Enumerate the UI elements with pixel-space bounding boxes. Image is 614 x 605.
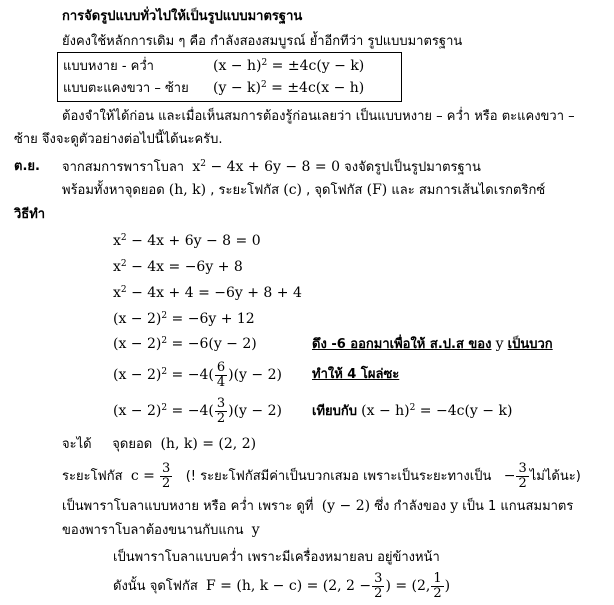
axis-line — [62, 521, 260, 540]
step-3-exp: 2 — [120, 285, 127, 295]
type-y: y — [450, 498, 459, 514]
type-text-d: แกนสมมาตร — [500, 499, 574, 514]
example-q1-tail: จงจัดรูปเป็นรูปมาตรฐาน — [344, 160, 481, 175]
step-6-note: ทำให้ 4 โผล่ซะ — [312, 367, 400, 382]
step-6-tail: )(y − 2) — [228, 367, 282, 383]
step-7-exp: 2 — [161, 403, 168, 413]
step-6 — [113, 357, 282, 393]
step-7 — [113, 393, 282, 429]
result-label: จะได้ — [62, 437, 92, 452]
type-one: 1 — [488, 499, 497, 514]
step-2 — [113, 258, 243, 276]
c-note-fraction — [516, 462, 528, 491]
step-7-cmp-base: (x − h) — [361, 403, 410, 419]
q2-a: พร้อมทั้งหาจุดยอด — [62, 183, 165, 198]
box-row2-formula-base: (y − k) — [213, 80, 261, 96]
box-row2-label: แบบตะแคงขวา – ซ้าย — [63, 81, 189, 96]
step-2-base: x — [113, 259, 121, 275]
vertex-equation: (h, k) = (2, 2) — [160, 436, 257, 452]
step-7-fraction — [215, 397, 227, 426]
example-label: ต.ย. — [14, 159, 40, 174]
focus-result — [113, 568, 450, 605]
c-note-denominator: 2 — [518, 476, 527, 491]
c-equation: c = — [130, 468, 155, 484]
q2-hk: (h, k) — [168, 182, 207, 198]
parabola-type-line — [62, 497, 573, 516]
step-7-note-text: เทียบกับ — [312, 404, 358, 419]
type-text-c: เป็น — [462, 499, 484, 514]
box-row1-formula — [213, 57, 364, 75]
step-3-rest: − 4x + 4 = −6y + 8 + 4 — [126, 285, 302, 301]
step-7-tail: )(y − 2) — [228, 403, 282, 419]
step-4-exp: 2 — [161, 311, 168, 321]
c-note-minus: − — [503, 468, 516, 484]
step-4 — [113, 310, 255, 328]
step-5-exp: 2 — [161, 336, 168, 346]
step-3-base: x — [113, 285, 121, 301]
step-7-base: (x − 2) — [113, 403, 162, 419]
example-question-2 — [62, 181, 545, 200]
c-note-tail: ไม่ได้นะ) — [529, 469, 581, 484]
step-5-note-tail: เป็นบวก — [507, 337, 553, 352]
vertex-label: จุดยอด — [112, 437, 153, 452]
step-6-base: (x − 2) — [113, 367, 162, 383]
c-note-numerator: 3 — [518, 461, 527, 476]
step-6-exp: 2 — [161, 367, 168, 377]
focus-eq-a: F = (h, k − c) = (2, 2 − — [206, 578, 372, 594]
q2-c: (c) — [283, 182, 302, 198]
q2-b: , ระยะโฟกัส — [210, 183, 280, 198]
step-6-denominator: 4 — [216, 374, 226, 390]
step-7-mid: = −4( — [167, 403, 214, 419]
focus-numerator-1: 3 — [374, 570, 383, 586]
step-2-exp: 2 — [120, 259, 127, 269]
box-row1-label: แบบหงาย - คว่ำ — [63, 59, 154, 74]
example-q1-eq-rest: − 4x + 6y − 8 = 0 — [206, 159, 340, 175]
box-row2-formula-rhs: = ±4c(x − h) — [266, 80, 365, 96]
type-expression: (y − 2) — [321, 498, 371, 514]
example-q1-exp: 2 — [200, 159, 207, 169]
step-5-rest: = −6(y − 2) — [167, 336, 257, 352]
downward-line: เป็นพาราโบลาแบบคว่ำ เพราะมีเครื่องหมายลบ อยู่ข้างหน้า — [113, 550, 440, 565]
c-denominator: 2 — [162, 476, 171, 491]
step-7-cmp-exp: 2 — [409, 403, 416, 413]
box-row1-formula-rhs: = ±4c(y − k) — [267, 58, 365, 74]
step-3 — [113, 284, 302, 302]
intro-text: ยังคงใช้หลักการเดิม ๆ คือ กำลังสองสมบูรณ์ ย้ำอีกทีว่า รูปแบบมาตรฐาน — [62, 34, 463, 49]
step-7-numerator: 3 — [216, 395, 226, 411]
step-6-numerator: 6 — [216, 359, 226, 375]
focus-numerator-2: 1 — [433, 570, 442, 586]
focus-eq-c: ) — [444, 578, 451, 594]
step-4-base: (x − 2) — [113, 311, 162, 327]
axis-y: y — [251, 522, 260, 538]
box-row1-formula-base: (x − h) — [213, 58, 262, 74]
step-2-rest: − 4x = −6y + 8 — [126, 259, 243, 275]
step-5-base: (x − 2) — [113, 336, 162, 352]
note-line-2: ซ้าย จึงจะดูตัวอย่างต่อไปนี้ได้นะครับ. — [14, 132, 223, 147]
step-1-base: x — [113, 233, 121, 249]
c-note: (! ระยะโฟกัสมีค่าเป็นบวกเสมอ เพราะเป็นระยะทางเป็น — [185, 469, 492, 484]
step-6-fraction — [215, 361, 227, 390]
focal-distance-result — [62, 458, 581, 495]
step-1-rest: − 4x + 6y − 8 = 0 — [126, 233, 261, 249]
step-1 — [113, 232, 261, 250]
c-numerator: 3 — [162, 461, 171, 476]
step-6-mid: = −4( — [167, 367, 214, 383]
example-q1-text: จากสมการพาราโบลา — [62, 160, 185, 175]
box-row2-exp: 2 — [260, 80, 267, 90]
vertex-result — [62, 435, 256, 454]
step-5-note-y: y — [495, 336, 504, 352]
box-row1-exp: 2 — [261, 58, 268, 68]
step-7-denominator: 2 — [216, 410, 226, 426]
step-5 — [113, 335, 257, 353]
page-heading: การจัดรูปแบบทั่วไปให้เป็นรูปแบบมาตรฐาน — [62, 9, 303, 24]
focus-fraction-1 — [372, 572, 384, 601]
focus-fraction-2 — [431, 572, 443, 601]
solution-label: วิธีทำ — [14, 207, 46, 222]
c-label: ระยะโฟกัส — [62, 469, 123, 484]
step-1-exp: 2 — [120, 233, 127, 243]
focus-denominator-1: 2 — [374, 585, 383, 601]
focus-label: ดังนั้น จุดโฟกัส — [113, 579, 198, 594]
step-7-note — [312, 402, 512, 421]
example-q1-eq-base: x — [192, 159, 201, 175]
step-7-cmp-rest: = −4c(y − k) — [415, 403, 513, 419]
note-line-1: ต้องจำให้ได้ก่อน และเมื่อเห็นสมการต้องรู้ก่อนเลยว่า เป็นแบบหงาย – คว่ำ หรือ ตะแคงขวา – — [62, 109, 575, 124]
c-fraction — [160, 462, 172, 491]
step-4-rest: = −6y + 12 — [167, 311, 255, 327]
axis-text: ของพาราโบลาต้องขนานกับแกน — [62, 523, 244, 538]
step-5-note-text: ดึง -6 ออกมาเพื่อให้ ส.ป.ส ของ — [312, 337, 492, 352]
q2-f: (F) — [366, 182, 388, 198]
example-question-1 — [62, 158, 481, 177]
type-text-b: ซึ่ง กำลังของ — [374, 499, 447, 514]
q2-e: และ สมการเส้นไดเรกตริกซ์ — [391, 183, 546, 198]
q2-d: , จุดโฟกัส — [306, 183, 363, 198]
focus-denominator-2: 2 — [433, 585, 442, 601]
type-text-a: เป็นพาราโบลาแบบหงาย หรือ คว่ำ เพราะ ดูที่ — [62, 499, 314, 514]
step-5-note — [312, 335, 553, 354]
box-row2-formula — [213, 79, 364, 97]
focus-eq-b: ) = (2, — [385, 578, 431, 594]
